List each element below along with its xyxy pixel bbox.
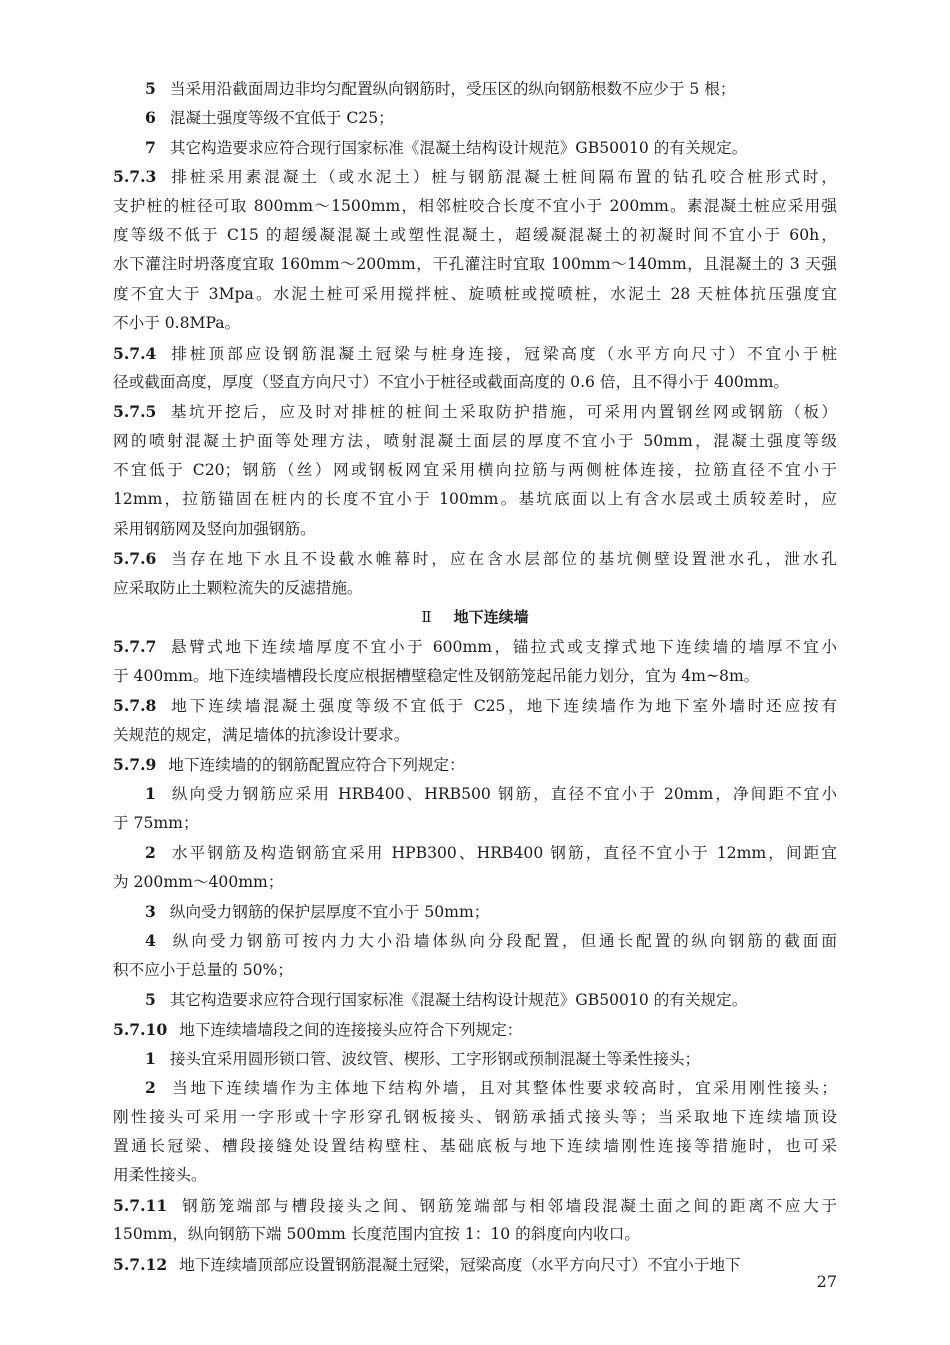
- line-text: 径或截面高度，厚度（竖直方向尺寸）不宜小于桩径或截面高度的 0.6 倍，且不得小于 400mm。: [113, 372, 789, 391]
- item-number: 6: [145, 108, 156, 128]
- item-number: 3: [145, 901, 156, 921]
- list-item-line: [113, 1103, 837, 1132]
- list-item-line: [113, 1132, 837, 1161]
- line-text: 不小于 0.8MPa。: [113, 314, 241, 333]
- clause-line: [113, 1015, 837, 1044]
- item-number: 1: [145, 1048, 156, 1068]
- item-number: 5: [145, 990, 156, 1010]
- list-item-line: [113, 1044, 837, 1073]
- item-number: 2: [145, 843, 156, 863]
- line-text: 度等级不低于 C15 的超缓凝混凝土或塑性混凝土，超缓凝混凝土的初凝时间不宜小于 60h，: [113, 225, 837, 244]
- line-text: 地下连续墙顶部应设置钢筋混凝土冠梁，冠梁高度（水平方向尺寸）不宜小于地下: [179, 1255, 741, 1274]
- item-number: 1: [145, 784, 156, 804]
- clause-line: [113, 397, 837, 426]
- clause-line: [113, 1220, 837, 1249]
- line-text: 支护桩的桩径可取 800mm～1500mm，相邻桩咬合长度不宜小于 200mm。素混凝土桩应采用强: [113, 196, 837, 215]
- line-text: 积不应小于总量的 50%；: [113, 960, 293, 979]
- list-item-line: [113, 103, 837, 132]
- list-item-line: [113, 868, 837, 897]
- clause-line: [113, 427, 837, 456]
- line-text: 接头宜采用圆形锁口管、波纹管、楔形、工字形钢或预制混凝土等柔性接头；: [169, 1049, 701, 1068]
- line-text: 地下连续墙的的钢筋配置应符合下列规定：: [168, 755, 465, 774]
- line-text: 为 200mm～400mm；: [113, 872, 284, 891]
- clause-line: [113, 750, 837, 779]
- clause-number: 5.7.6: [113, 549, 157, 569]
- line-text: 网的喷射混凝土护面等处理方法，喷射混凝土面层的厚度不宜小于 50mm，混凝土强度等级: [113, 431, 837, 450]
- clause-line: [113, 544, 837, 573]
- line-text: 其它构造要求应符合现行国家标准《混凝土结构设计规范》GB50010 的有关规定。: [169, 991, 748, 1010]
- clause-line: [113, 691, 837, 720]
- clause-line: [113, 162, 837, 191]
- list-item-line: [113, 133, 837, 162]
- line-text: 度不宜大于 3Mpa。水泥土桩可采用搅拌桩、旋喷桩或搅喷桩，水泥土 28 天桩体抗压强度宜: [113, 284, 837, 303]
- line-text: 其它构造要求应符合现行国家标准《混凝土结构设计规范》GB50010 的有关规定。: [169, 138, 748, 157]
- section-title: 地下连续墙: [453, 608, 529, 627]
- line-text: 地下连续墙墙段之间的连接接头应符合下列规定：: [179, 1020, 523, 1039]
- line-text: 150mm，纵向钢筋下端 500mm 长度范围内宜按 1：10 的斜度向内收口。: [113, 1225, 640, 1244]
- clause-line: [113, 280, 837, 309]
- clause-number: 5.7.3: [113, 167, 157, 187]
- item-number: 4: [145, 931, 156, 951]
- clause-number: 5.7.12: [113, 1254, 168, 1274]
- clause-line: [113, 368, 837, 397]
- line-text: 纵向受力钢筋可按内力大小沿墙体纵向分段配置，但通长配置的纵向钢筋的截面面: [169, 932, 837, 951]
- clause-line: [113, 221, 837, 250]
- list-item-line: [113, 779, 837, 808]
- clause-line: [113, 309, 837, 338]
- clause-line: [113, 574, 837, 603]
- item-number: 5: [145, 79, 156, 98]
- clause-line: [113, 456, 837, 485]
- line-text: 水平钢筋及构造钢筋宜采用 HPB300、HRB400 钢筋，直径不宜小于 12mm，间距宜: [169, 844, 837, 863]
- clause-line: [113, 662, 837, 691]
- line-text: 用柔性接头。: [113, 1166, 207, 1185]
- list-item-line: [113, 1073, 837, 1102]
- clause-line: [113, 515, 837, 544]
- line-text: 当采用沿截面周边非均匀配置纵向钢筋时，受压区的纵向钢筋根数不应少于 5 根；: [169, 80, 736, 98]
- line-text: 排桩顶部应设钢筋混凝土冠梁与桩身连接，冠梁高度（水平方向尺寸）不宜小于桩: [168, 344, 837, 363]
- clause-line: [113, 192, 837, 221]
- clause-number: 5.7.4: [113, 343, 157, 363]
- line-text: 钢筋笼端部与槽段接头之间、钢筋笼端部与相邻墙段混凝土面之间的距离不应大于: [179, 1196, 837, 1215]
- line-text: 基坑开挖后，应及时对排桩的桩间土采取防护措施，可采用内置钢丝网或钢筋（板）: [168, 403, 837, 422]
- line-text: 采用钢筋网及竖向加强钢筋。: [113, 519, 316, 538]
- list-item-line: [113, 74, 837, 103]
- clause-number: 5.7.10: [113, 1019, 168, 1039]
- clause-line: [113, 1250, 837, 1279]
- list-item-line: [113, 897, 837, 926]
- line-text: 水下灌注时坍落度宜取 160mm～200mm，干孔灌注时宜取 100mm～140mm，且混凝土的 3 天强: [113, 255, 837, 274]
- list-item-line: [113, 926, 837, 955]
- line-text: 当地下连续墙作为主体地下结构外墙，且对其整体性要求较高时，宜采用刚性接头；: [169, 1079, 837, 1098]
- document-body: [113, 74, 837, 1279]
- line-text: 悬臂式地下连续墙厚度不宜小于 600mm，锚拉式或支撑式地下连续墙的墙厚不宜小: [168, 638, 837, 657]
- clause-line: [113, 339, 837, 368]
- line-text: 地下连续墙混凝土强度等级不宜低于 C25，地下连续墙作为地下室外墙时还应按有: [168, 697, 837, 716]
- clause-number: 5.7.9: [113, 754, 157, 774]
- line-text: 12mm，拉筋锚固在桩内的长度不宜小于 100mm。基坑底面以上有含水层或土质较差时，应: [113, 490, 837, 509]
- line-text: 不宜低于 C20；钢筋（丝）网或钢板网宜采用横向拉筋与两侧桩体连接，拉筋直径不宜小于: [113, 461, 837, 480]
- line-text: 当存在地下水且不设截水帷幕时，应在含水层部位的基坑侧壁设置泄水孔，泄水孔: [168, 550, 837, 569]
- clause-number: 5.7.8: [113, 696, 157, 716]
- line-text: 于 400mm。地下连续墙槽段长度应根据槽壁稳定性及钢筋笼起吊能力划分，宜为 4m~8m。: [113, 666, 760, 685]
- line-text: 纵向受力钢筋应采用 HRB400、HRB500 钢筋，直径不宜小于 20mm，净间距不宜小: [169, 785, 837, 804]
- list-item-line: [113, 838, 837, 867]
- clause-number: 5.7.11: [113, 1195, 168, 1215]
- list-item-line: [113, 985, 837, 1014]
- item-number: 2: [145, 1078, 156, 1098]
- clause-line: [113, 721, 837, 750]
- clause-line: [113, 632, 837, 661]
- list-item-line: [113, 809, 837, 838]
- line-text: 应采取防止土颗粒流失的反滤措施。: [113, 578, 363, 597]
- clause-line: [113, 250, 837, 279]
- line-text: 置通长冠梁、槽段接缝处设置结构壁柱、基础底板与地下连续墙刚性连接等措施时，也可采: [113, 1137, 837, 1156]
- section-heading: [113, 603, 837, 632]
- section-roman-numeral: Ⅱ: [421, 608, 432, 627]
- line-text: 关规范的规定，满足墙体的抗渗设计要求。: [113, 725, 410, 744]
- clause-line: [113, 1191, 837, 1220]
- list-item-line: [113, 1161, 837, 1190]
- line-text: 排桩采用素混凝土（或水泥土）桩与钢筋混凝土桩间隔布置的钻孔咬合桩形式时，: [168, 168, 837, 187]
- page-number: 27: [816, 1272, 837, 1291]
- list-item-line: [113, 956, 837, 985]
- line-text: 刚性接头可采用一字形或十字形穿孔钢板接头、钢筋承插式接头等；当采取地下连续墙顶设: [113, 1107, 837, 1126]
- clause-line: [113, 485, 837, 514]
- clause-number: 5.7.5: [113, 402, 157, 422]
- line-text: 纵向受力钢筋的保护层厚度不宜小于 50mm；: [169, 902, 490, 921]
- clause-number: 5.7.7: [113, 637, 157, 657]
- item-number: 7: [145, 137, 156, 157]
- line-text: 于 75mm；: [113, 813, 199, 832]
- line-text: 混凝土强度等级不宜低于 C25；: [169, 109, 394, 128]
